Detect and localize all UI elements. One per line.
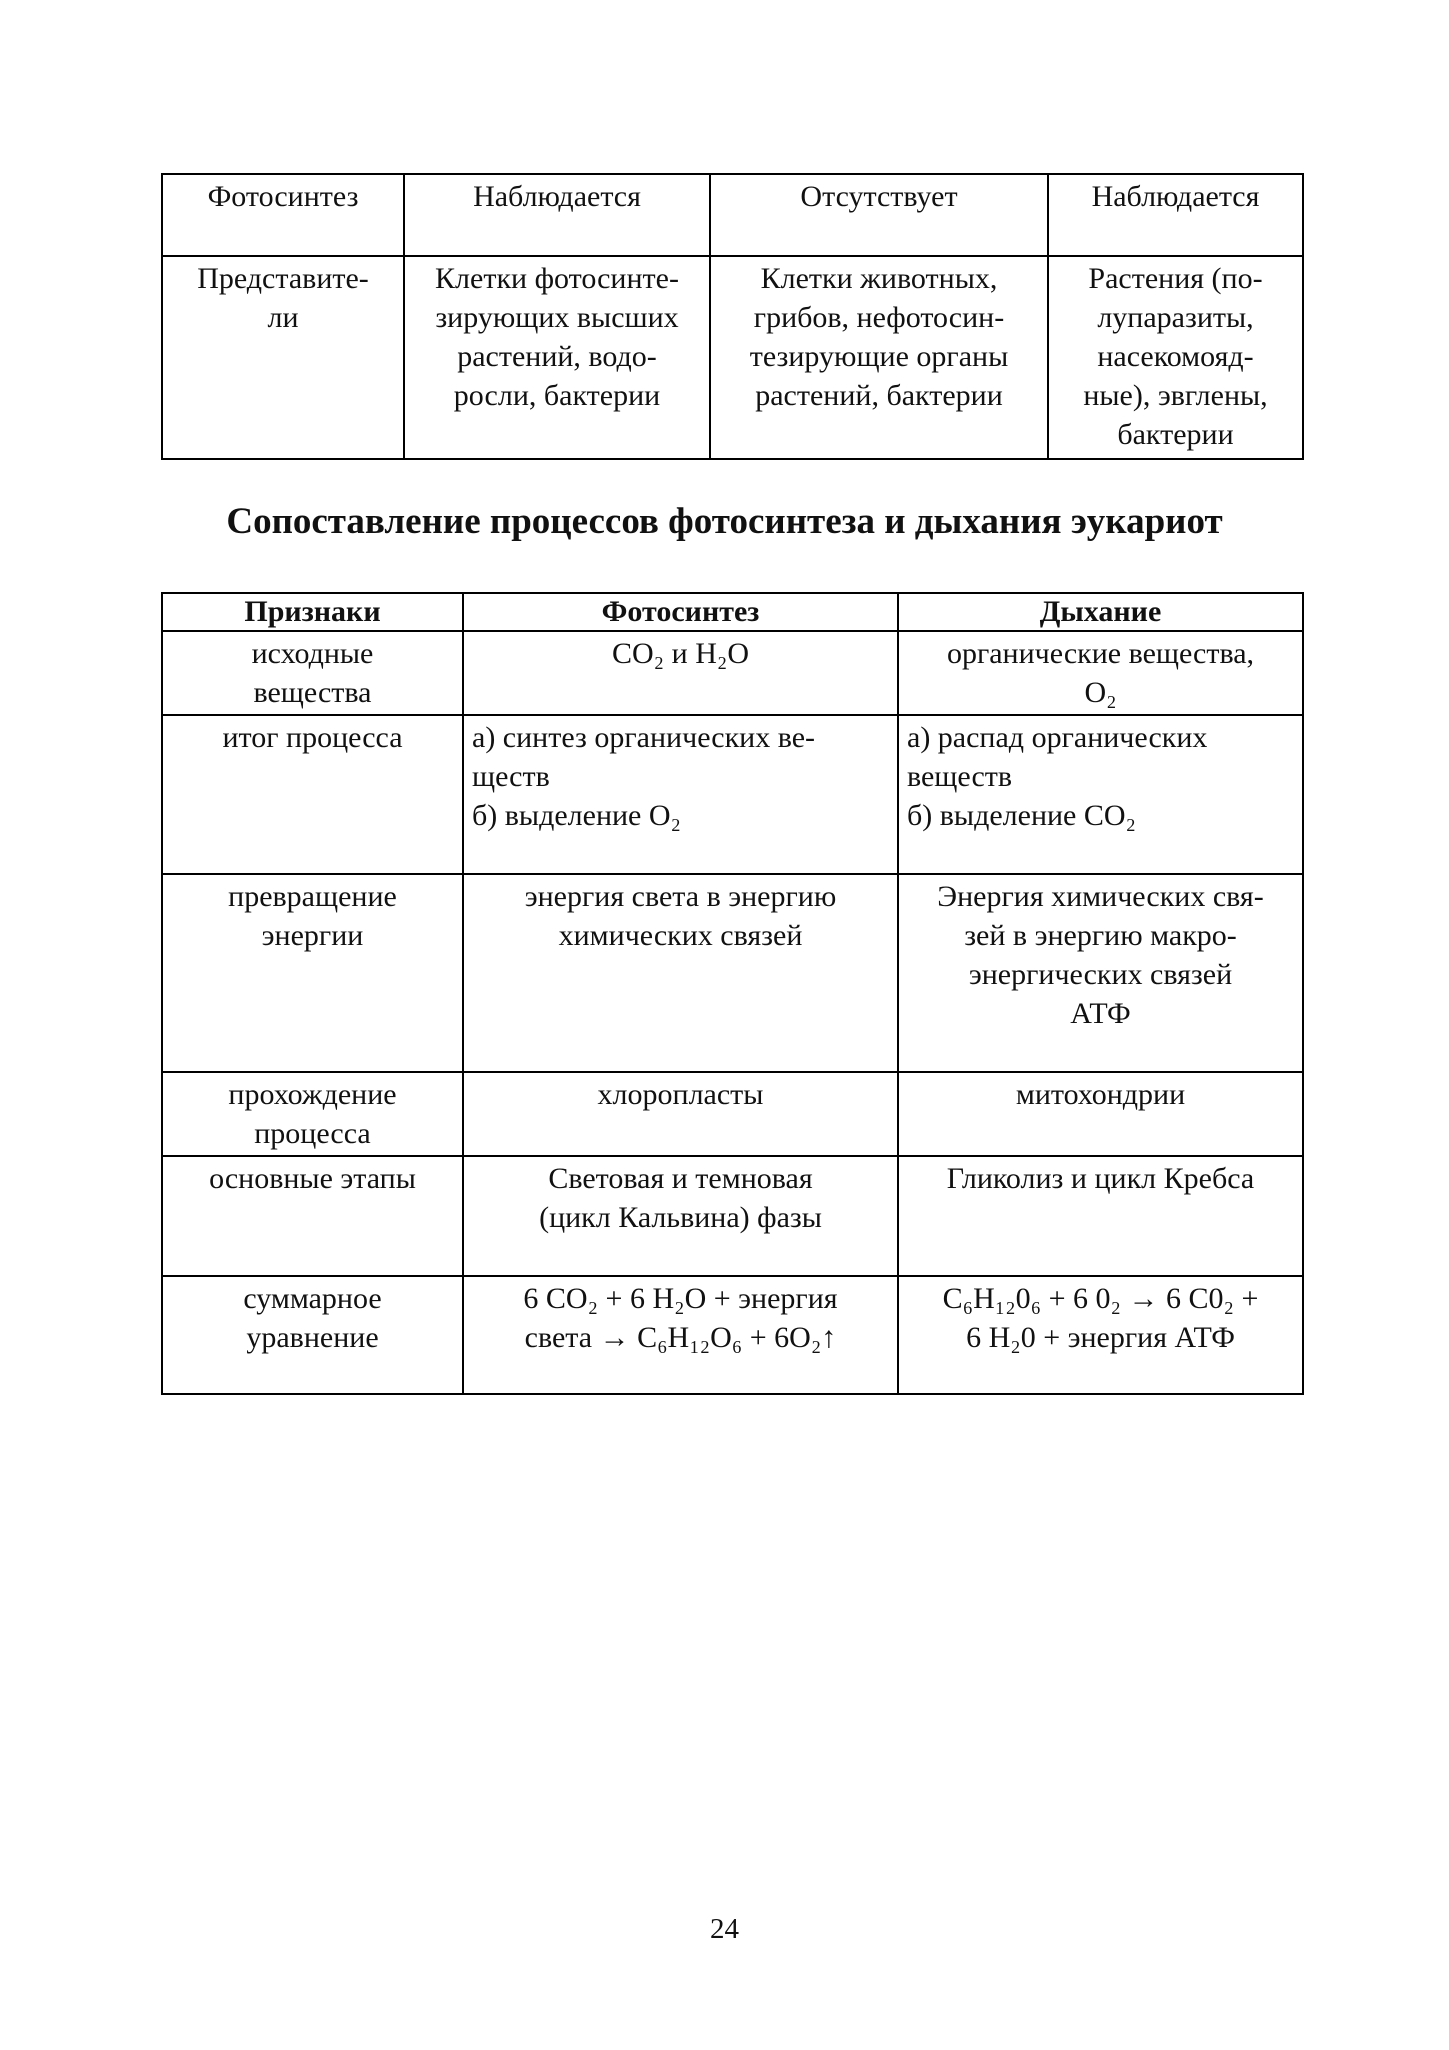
respiration-cell: а) распад органических веществ б) выделение CO₂ <box>898 715 1303 874</box>
photosynthesis-cell: энергия света в энергию химических связей <box>463 874 898 1072</box>
respiration-cell: митохондрии <box>898 1072 1303 1156</box>
column-header-features: Признаки <box>162 593 463 631</box>
photosynthesis-cell: 6 CO₂ + 6 H₂O + энергия света → C₆H₁₂O₆ + 6O₂↑ <box>463 1276 898 1394</box>
respiration-cell: Энергия химических свя- зей в энергию макро- энергических связей АТФ <box>898 874 1303 1072</box>
table-row <box>162 631 1303 715</box>
photosynthesis-cell: хлоропласты <box>463 1072 898 1156</box>
page-number: 24 <box>710 1913 739 1945</box>
column-header-photosynthesis: Фотосинтез <box>463 593 898 631</box>
table-header-row <box>162 593 1303 631</box>
feature-cell: превращение энергии <box>162 874 463 1072</box>
table-cell: Отсутствует <box>710 174 1048 256</box>
feature-cell: итог процесса <box>162 715 463 874</box>
table-cell: Фотосинтез <box>162 174 404 256</box>
table-row <box>162 256 1303 459</box>
table-cell: Клетки фотосинте- зирующих высших растений, водо- росли, бактерии <box>404 256 710 459</box>
table-cell: Наблюдается <box>404 174 710 256</box>
column-header-respiration: Дыхание <box>898 593 1303 631</box>
photosynthesis-cell: а) синтез органических ве- ществ б) выделение O₂ <box>463 715 898 874</box>
table-row <box>162 174 1303 256</box>
feature-cell: исходные вещества <box>162 631 463 715</box>
feature-cell: суммарное уравнение <box>162 1276 463 1394</box>
table-cell: Представите- ли <box>162 256 404 459</box>
table-row <box>162 1156 1303 1276</box>
respiration-cell: органические вещества, O₂ <box>898 631 1303 715</box>
feature-cell: прохождение процесса <box>162 1072 463 1156</box>
photosynthesis-cell: CO₂ и H₂O <box>463 631 898 715</box>
table-row <box>162 874 1303 1072</box>
respiration-cell: Гликолиз и цикл Кребса <box>898 1156 1303 1276</box>
table-row <box>162 715 1303 874</box>
characteristics-table-continued <box>161 173 1304 460</box>
table-row <box>162 1072 1303 1156</box>
table-cell: Наблюдается <box>1048 174 1303 256</box>
respiration-cell: C₆H₁₂0₆ + 6 0₂ → 6 C0₂ + 6 H₂0 + энергия АТФ <box>898 1276 1303 1394</box>
comparison-table <box>161 592 1304 1395</box>
photosynthesis-cell: Световая и темновая (цикл Кальвина) фазы <box>463 1156 898 1276</box>
section-title: Сопоставление процессов фотосинтеза и дыхания эукариот <box>226 501 1223 542</box>
table-row <box>162 1276 1303 1394</box>
table-cell: Клетки животных, грибов, нефотосин- тезирующие органы растений, бактерии <box>710 256 1048 459</box>
feature-cell: основные этапы <box>162 1156 463 1276</box>
table-cell: Растения (по- лупаразиты, насекомояд- ные), эвглены, бактерии <box>1048 256 1303 459</box>
